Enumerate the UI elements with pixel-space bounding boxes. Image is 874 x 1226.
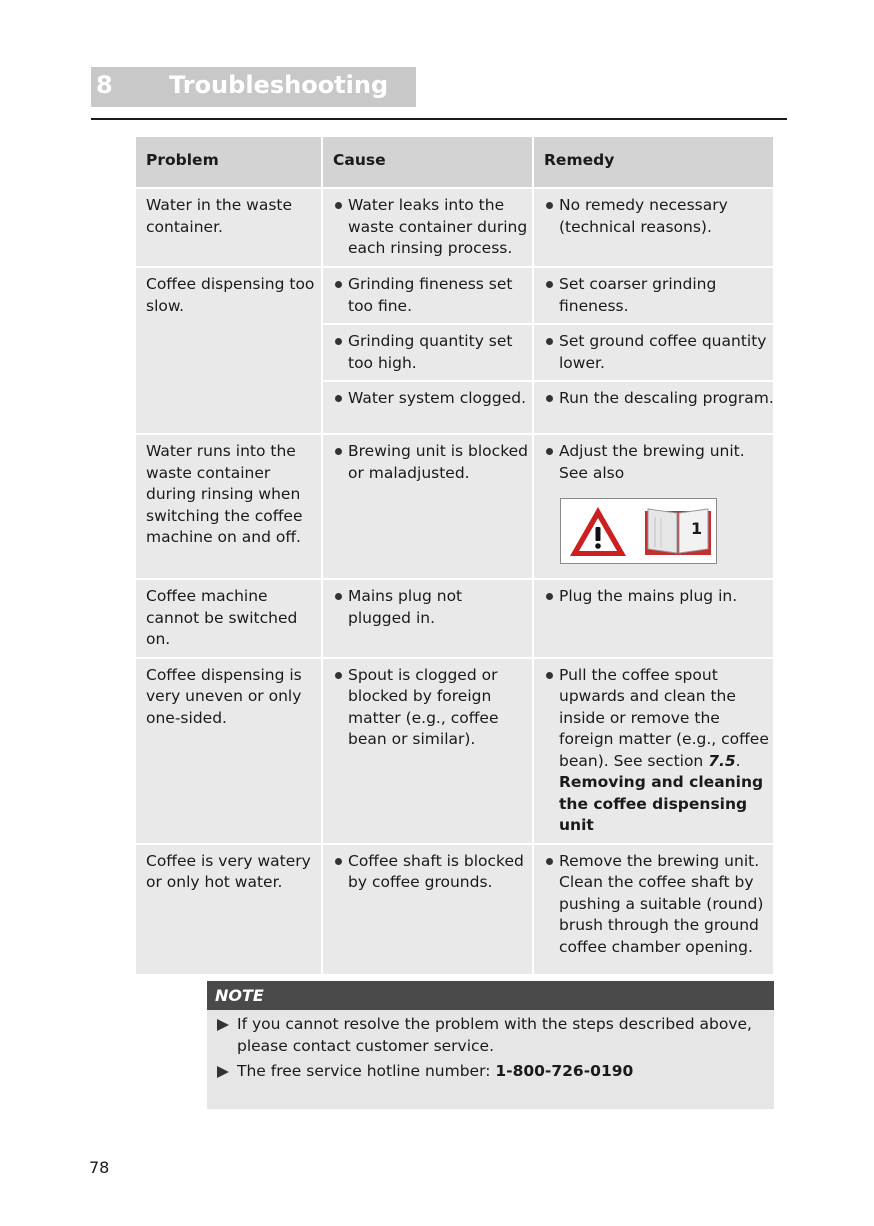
remedy-cell	[533, 579, 773, 658]
table-row	[136, 844, 773, 975]
see-also-icons	[560, 498, 717, 564]
section-number: 7.5	[708, 751, 736, 770]
table-row	[136, 579, 773, 658]
chapter-divider	[91, 118, 787, 120]
problem-cell: Coffee dispensing is very uneven or only one-sided.	[136, 658, 322, 844]
problem-cell: Coffee machine cannot be switched on.	[136, 579, 322, 658]
remedy-cell	[533, 844, 773, 975]
cause-bullet: Grinding fineness set too fine.	[333, 274, 528, 317]
remedy-cell	[533, 381, 773, 434]
remedy-bullet: Set ground coffee quantity lower.	[544, 331, 769, 374]
cause-cell	[322, 434, 533, 579]
problem-cell: Coffee is very watery or only hot water.	[136, 844, 322, 975]
arrow-bullet-icon	[217, 1066, 229, 1078]
table-row	[136, 658, 773, 844]
remedy-bullet	[544, 665, 773, 837]
manual-page-number: 1	[691, 519, 703, 538]
remedy-cell	[533, 188, 773, 267]
note-text: The free service hotline number:	[237, 1062, 496, 1080]
remedy-bullet: Set coarser grinding fineness.	[544, 274, 769, 317]
problem-cell: Coffee dispensing too slow.	[136, 267, 322, 434]
chapter-number: 8	[96, 71, 113, 99]
remedy-cell	[533, 267, 773, 324]
cause-bullet: Brewing unit is blocked or maladjusted.	[333, 441, 528, 484]
table-row	[136, 267, 773, 324]
chapter-title: Troubleshooting	[169, 71, 389, 99]
problem-cell: Water in the waste container.	[136, 188, 322, 267]
hotline-number: 1-800-726-0190	[495, 1062, 634, 1080]
note-item	[207, 1061, 774, 1083]
arrow-bullet-icon	[217, 1019, 229, 1031]
header-problem: Problem	[136, 137, 322, 188]
remedy-text: Pull the coffee spout upwards and clean the inside or remove the foreign matter (e.g., coffee bean). See section	[559, 665, 769, 770]
cause-cell	[322, 658, 533, 844]
remedy-bullet	[544, 441, 769, 564]
header-remedy: Remedy	[533, 137, 773, 188]
table-row	[136, 188, 773, 267]
cause-cell	[322, 579, 533, 658]
note-text: If you cannot resolve the problem with the steps described above, please contact customer service.	[237, 1015, 752, 1055]
cause-bullet: Water leaks into the waste container during each rinsing process.	[333, 195, 528, 260]
remedy-bullet: Plug the mains plug in.	[544, 586, 769, 608]
table-row	[136, 434, 773, 579]
page-number: 78	[89, 1158, 110, 1177]
note-title: NOTE	[207, 981, 774, 1010]
cause-cell	[322, 844, 533, 975]
remedy-bullet: Remove the brewing unit. Clean the coffee shaft by pushing a suitable (round) brush through the ground coffee chamber opening.	[544, 851, 769, 959]
remedy-period: .	[735, 751, 741, 770]
cause-cell	[322, 381, 533, 434]
remedy-cell	[533, 324, 773, 381]
cause-bullet: Grinding quantity set too high.	[333, 331, 528, 374]
cause-bullet: Water system clogged.	[333, 388, 528, 410]
troubleshooting-table	[136, 137, 773, 976]
cause-bullet: Spout is clogged or blocked by foreign matter (e.g., coffee bean or similar).	[333, 665, 532, 751]
remedy-bullet: No remedy necessary (technical reasons).	[544, 195, 769, 238]
header-cause: Cause	[322, 137, 533, 188]
remedy-bullet: Run the descaling program.	[544, 388, 773, 410]
cause-bullet: Coffee shaft is blocked by coffee grounds.	[333, 851, 528, 894]
note-box	[207, 981, 774, 1109]
cause-bullet: Mains plug not plugged in.	[333, 586, 528, 629]
remedy-cell	[533, 434, 773, 579]
cause-cell	[322, 324, 533, 381]
section-link[interactable]: Removing and cleaning the coffee dispensing unit	[559, 773, 764, 834]
problem-cell: Water runs into the waste container during rinsing when switching the coffee machine on and off.	[136, 434, 322, 579]
table-header-row	[136, 137, 773, 188]
remedy-cell	[533, 658, 773, 844]
note-item	[207, 1014, 774, 1057]
cause-cell	[322, 188, 533, 267]
remedy-text: Adjust the brewing unit. See also	[559, 442, 745, 482]
cause-cell	[322, 267, 533, 324]
